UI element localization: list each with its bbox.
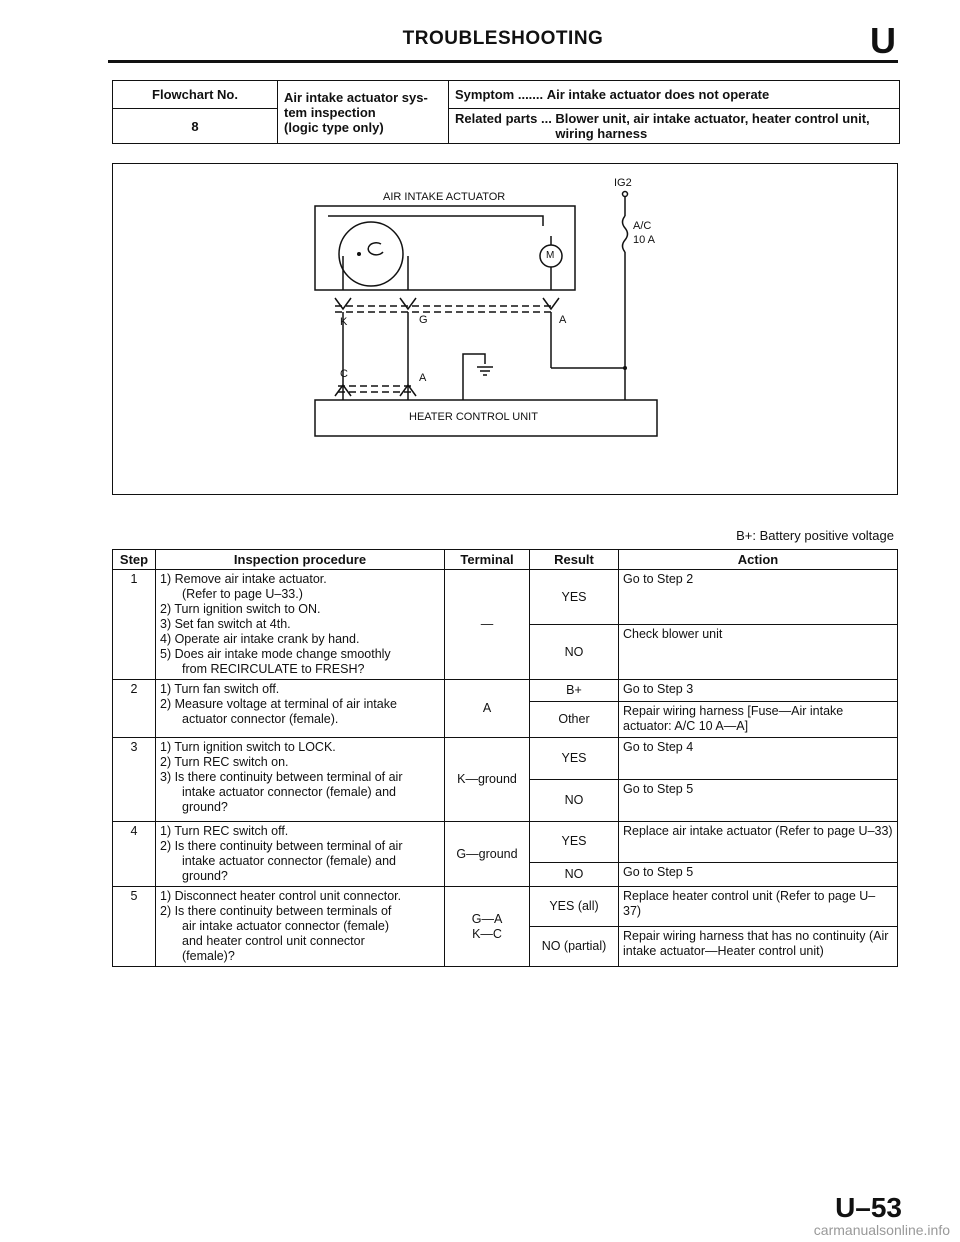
fuse-rating: 10 A: [633, 234, 656, 246]
inspection-procedure: [156, 887, 445, 967]
table-row: [113, 570, 898, 625]
procedure-line: 1) Disconnect heater control unit connector.: [160, 889, 402, 903]
procedure-line: (female)?: [182, 949, 235, 963]
inspection-table: [112, 549, 898, 967]
column-header: Action: [619, 550, 898, 570]
procedure-line: 3) Set fan switch at 4th.: [160, 617, 291, 631]
terminal-cell: G—ground: [445, 822, 530, 887]
result-cell: NO: [530, 862, 619, 886]
procedure-line: 2) Turn ignition switch to ON.: [160, 602, 321, 616]
column-header: Result: [530, 550, 619, 570]
page-header: [108, 22, 898, 63]
action-cell: Go to Step 5: [619, 862, 898, 886]
control-unit-label: HEATER CONTROL UNIT: [409, 411, 538, 423]
action-cell: Replace air intake actuator (Refer to page U–33): [619, 822, 898, 863]
procedure-line: 4) Operate air intake crank by hand.: [160, 632, 360, 646]
action-cell: Check blower unit: [619, 625, 898, 680]
terminal-c-label: C: [340, 368, 348, 380]
procedure-line: intake actuator connector (female) and: [182, 785, 397, 799]
flowchart-number: 8: [113, 109, 278, 144]
column-header: Terminal: [445, 550, 530, 570]
symptom-label: Symptom .......: [455, 87, 547, 102]
procedure-line: ground?: [182, 869, 228, 883]
result-cell: NO: [530, 625, 619, 680]
terminal-line: K—C: [472, 926, 502, 941]
action-cell: Go to Step 5: [619, 780, 898, 822]
action-cell: Replace heater control unit (Refer to page U–37): [619, 887, 898, 927]
actuator-housing: [315, 206, 575, 290]
inspection-procedure: [156, 822, 445, 887]
page-title: TROUBLESHOOTING: [402, 28, 604, 49]
procedure-line: 1) Turn REC switch off.: [160, 824, 289, 838]
table-row: [113, 738, 898, 780]
inspection-procedure: [156, 570, 445, 680]
procedure-line: from RECIRCULATE to FRESH?: [182, 662, 365, 676]
result-cell: YES: [530, 738, 619, 780]
flowchart-title-line: Air intake actuator sys-: [284, 89, 428, 105]
step-number: 2: [113, 680, 156, 738]
procedure-line: and heater control unit connector: [182, 934, 365, 948]
footnote: B+: Battery positive voltage: [736, 528, 894, 543]
result-cell: B+: [530, 680, 619, 702]
procedure-line: (Refer to page U–33.): [182, 587, 303, 601]
ig2-terminal: [623, 192, 628, 197]
terminal-k-label: K: [340, 316, 348, 328]
wiring-diagram-graphic: [113, 164, 897, 494]
result-cell: Other: [530, 702, 619, 738]
inspection-procedure: [156, 680, 445, 738]
motor-label: M: [546, 250, 555, 261]
flowchart-title-line: tem inspection: [284, 104, 376, 120]
terminal-a-lower-label: A: [419, 372, 427, 384]
terminal-cell: K—ground: [445, 738, 530, 822]
table-row: [113, 887, 898, 927]
section-letter: U: [870, 20, 896, 61]
table-row: [113, 680, 898, 702]
action-cell: Repair wiring harness [Fuse—Air intake actuator: A/C 10 A—A]: [619, 702, 898, 738]
wiring-diagram: [112, 163, 898, 495]
power-label: IG2: [614, 177, 632, 189]
procedure-line: actuator connector (female).: [182, 712, 339, 726]
procedure-line: 2) Is there continuity between terminals of: [160, 904, 392, 918]
page-number: U–53: [835, 1192, 902, 1223]
procedure-line: 1) Turn ignition switch to LOCK.: [160, 740, 336, 754]
ground-wire: [463, 354, 485, 400]
flowchart-label: Flowchart No.: [113, 81, 278, 109]
terminal-line: G—A: [471, 911, 503, 926]
fuse-name: A/C: [633, 220, 652, 232]
actuator-label: AIR INTAKE ACTUATOR: [383, 191, 506, 203]
step-number: 3: [113, 738, 156, 822]
flowchart-title-line: (logic type only): [284, 119, 384, 135]
action-cell: Repair wiring harness that has no continuity (Air intake actuator—Heater control unit): [619, 927, 898, 967]
inspection-procedure: [156, 738, 445, 822]
related-parts-text: Blower unit, air intake actuator, heater control unit, wiring harness: [555, 111, 870, 141]
terminal-a-label: A: [559, 314, 567, 326]
terminal-cell: A: [445, 680, 530, 738]
step-number: 5: [113, 887, 156, 967]
action-cell: Go to Step 3: [619, 680, 898, 702]
related-parts-cell: [449, 109, 900, 144]
result-cell: YES: [530, 570, 619, 625]
column-header: Inspection procedure: [156, 550, 445, 570]
column-header: Step: [113, 550, 156, 570]
flowchart-info-table: [112, 80, 900, 144]
flowchart-title: [278, 81, 449, 144]
symptom-text: Air intake actuator does not operate: [546, 87, 770, 102]
crank-arrow: [368, 243, 383, 255]
table-row: [113, 822, 898, 863]
terminal-cell: [445, 887, 530, 967]
result-cell: YES: [530, 822, 619, 863]
procedure-line: 3) Is there continuity between terminal of air: [160, 770, 403, 784]
procedure-line: 1) Turn fan switch off.: [160, 682, 280, 696]
step-number: 4: [113, 822, 156, 887]
procedure-line: 2) Measure voltage at terminal of air intake: [160, 697, 397, 711]
procedure-line: air intake actuator connector (female): [182, 919, 390, 933]
procedure-line: ground?: [182, 800, 228, 814]
result-cell: YES (all): [530, 887, 619, 927]
symptom-cell: [449, 81, 900, 109]
procedure-line: 2) Is there continuity between terminal of air: [160, 839, 403, 853]
action-cell: Go to Step 2: [619, 570, 898, 625]
fuse-symbol: [623, 216, 628, 252]
step-number: 1: [113, 570, 156, 680]
result-cell: NO (partial): [530, 927, 619, 967]
action-cell: Go to Step 4: [619, 738, 898, 780]
procedure-line: intake actuator connector (female) and: [182, 854, 397, 868]
result-cell: NO: [530, 780, 619, 822]
related-parts-label: Related parts ...: [455, 111, 556, 126]
watermark: carmanualsonline.info: [813, 1222, 950, 1238]
terminal-cell: —: [445, 570, 530, 680]
terminal-g-label: G: [419, 314, 428, 326]
procedure-line: 5) Does air intake mode change smoothly: [160, 647, 391, 661]
procedure-line: 1) Remove air intake actuator.: [160, 572, 327, 586]
procedure-line: 2) Turn REC switch on.: [160, 755, 289, 769]
